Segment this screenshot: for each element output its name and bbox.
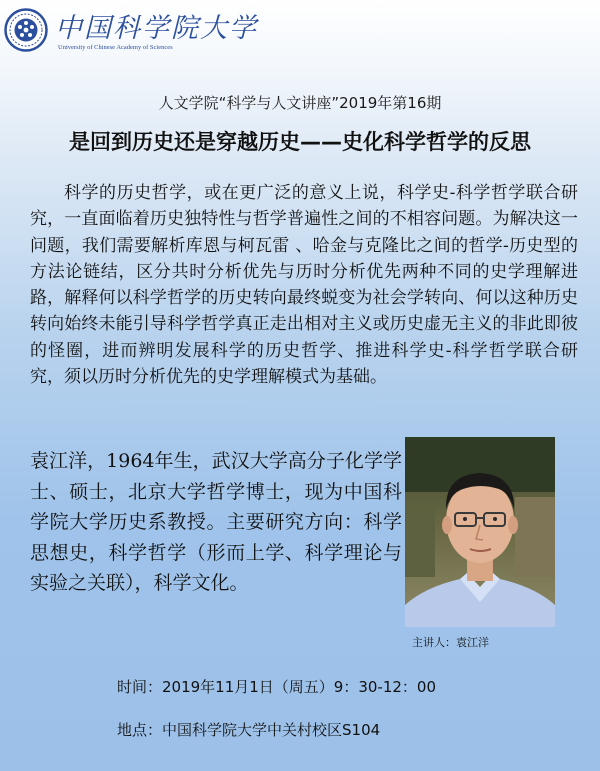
speaker-caption: 主讲人：袁江洋 [412, 636, 489, 649]
ucas-emblem-icon [4, 8, 48, 52]
lecture-abstract: 科学的历史哲学，或在更广泛的意义上说，科学史-科学哲学联合研究，一直面临着历史独特性与哲学普遍性之间的不相容问题。为解决这一问题，我们需要解析库恩与柯瓦雷 、哈金与克隆比之间的哲学-历史型的方法论链结，区分共时分析优先与历时分析优先两种不同的史学理解进路，解释何以科学哲学的历史转向最终蜕变为社会学转向、何以这种历史转向始终未能引导科学哲学真正走出相对主义或历史虚无主义的非此即彼的怪圈，进而辨明发展科学的历史哲学、推进科学史-科学哲学联合研究，须以历时分析优先的史学理解模式为基础。 [30, 183, 578, 388]
lecture-series: 人文学院“科学与人文讲座”2019年第16期 [158, 94, 442, 112]
event-time: 时间：2019年11月1日（周五）9：30-12：00 [117, 678, 437, 696]
speaker-bio: 袁江洋，1964年生，武汉大学高分子化学学士、硕士，北京大学哲学博士，现为中国科学院大学历史系教授。主要研究方向：科学思想史，科学哲学（形而上学、科学理论与实验之关联），科学文化。 [30, 450, 402, 594]
lecture-title: 是回到历史还是穿越历史——史化科学哲学的反思 [69, 130, 531, 154]
university-name: 中国科学院大学 [55, 13, 258, 44]
event-place: 地点：中国科学院大学中关村校区S104 [117, 721, 381, 739]
speaker-portrait [405, 437, 555, 627]
university-name-en: University of Chinese Academy of Sciences [58, 44, 173, 51]
